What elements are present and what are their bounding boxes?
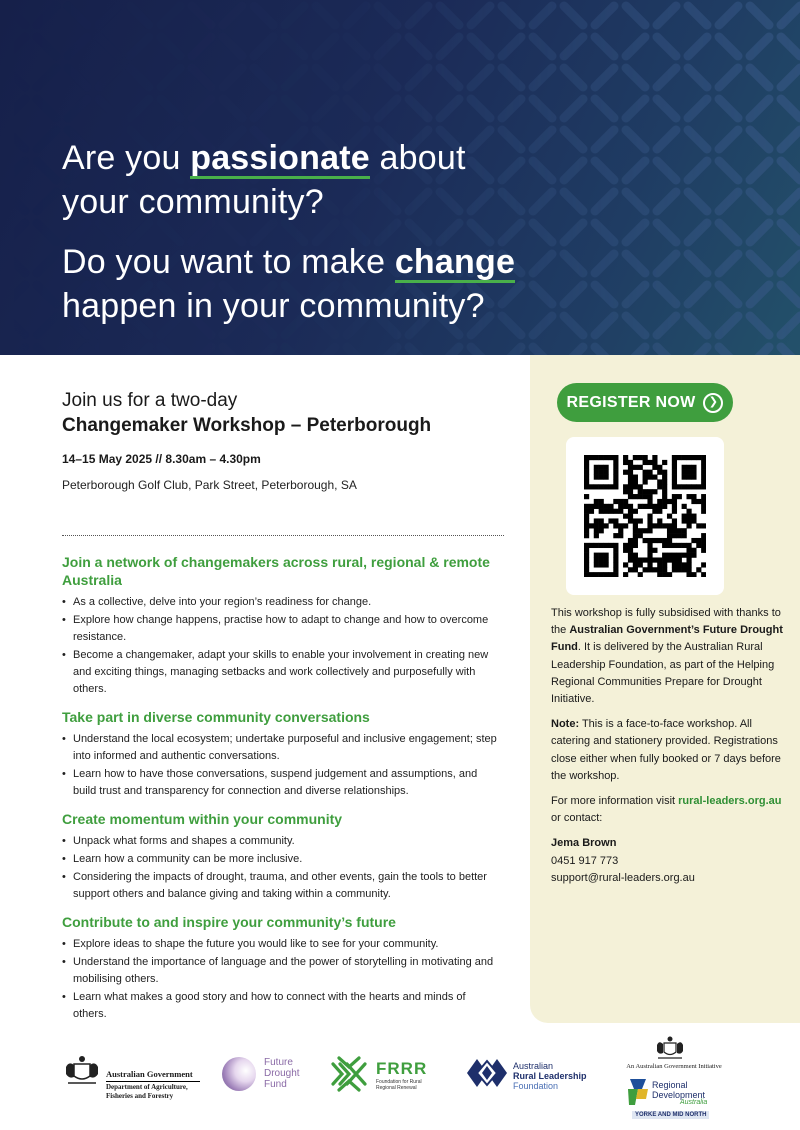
frrr-logo: FRRR Foundation for Rural Regional Renewal [330,1053,440,1093]
workshop-venue: Peterborough Golf Club, Park Street, Peterborough, SA [62,478,357,492]
section-heading: Create momentum within your community [62,811,343,827]
funding-paragraph: This workshop is fully subsidised with thanks to the Australian Government’s Future Drought Fund. It is delivered by the Australian Rural Leadership Foundation, as part of the Helping Regional Communities Prepare for Drought Initiative. [551,607,783,706]
workshop-intro [62,388,512,492]
list-item: • Understand the importance of language and the power of storytelling in motivating and mobilising others. [62,954,502,988]
rda-logo: An Australian Government Initiative Regional Development Australia YORKE AND MID NORTH [614,1035,734,1130]
highlight-passionate: passionate [190,139,370,177]
workshop-title: Changemaker Workshop – Peterborough [62,415,432,436]
section-conversations [62,708,502,800]
arlf-diamond-icon [465,1055,509,1091]
list-item: • Learn what makes a good story and how to connect with the hearts and minds of others. [62,989,502,1023]
coat-of-arms-icon [62,1053,102,1087]
section-heading: Contribute to and inspire your community’s future [62,914,396,930]
hero-question-2: Do you want to make change [62,243,516,281]
register-now-button[interactable] [557,383,733,422]
frrr-chevron-icon [330,1055,368,1093]
section-heading: Join a network of changemakers across rural, regional & remote Australia [62,554,490,588]
list-item: • Explore ideas to shape the future you would like to see for your community. [62,936,502,953]
hero-banner [0,0,800,355]
qr-code-icon [584,455,706,577]
contact-email[interactable]: support@rural-leaders.org.au [551,871,695,884]
highlight-change: change [394,243,516,281]
list-item: • Explore how change happens, practise how to adapt to change and how to overcome resistance. [62,612,502,646]
section-heading: Take part in diverse community conversations [62,709,370,725]
list-item: • Become a changemaker, adapt your skills to enable your involvement in creating new and exciting things, managing setbacks and work collectively and purposefully with others. [62,647,502,698]
info-panel [530,355,800,1023]
hero-question-1: Are you passionate about [62,139,466,177]
contact-name: Jema Brown [551,837,617,850]
info-text [551,605,783,887]
intro-line: Join us for a two-day [62,390,238,411]
hero-question-2-line-2: happen in your community? [62,287,485,325]
contact-paragraph: For more information visit rural-leaders.org.au or contact: [551,795,782,825]
workshop-sections [62,553,502,1033]
section-network [62,553,502,698]
qr-code[interactable] [566,437,724,595]
note-paragraph: Note: This is a face-to-face workshop. All catering and stationery provided. Registrations close either when fully booked or 7 days before the workshop. [551,718,781,782]
list-item: • Learn how to have those conversations, suspend judgement and assumptions, and build trust and transparency for connection and diverse relationships. [62,766,502,800]
hero-headline [62,136,515,328]
list-item: • As a collective, delve into your region’s readiness for change. [62,594,502,611]
website-link[interactable]: rural-leaders.org.au [678,795,782,808]
list-item: • Unpack what forms and shapes a community. [62,833,502,850]
list-item: • Understand the local ecosystem; undertake purposeful and inclusive engagement; step into informed and authentic conversations. [62,731,502,765]
contact-phone: 0451 917 773 [551,854,619,867]
chevron-right-icon: ❯ [703,393,723,413]
partner-logos [0,1045,800,1130]
rda-emblem-icon [626,1077,650,1107]
dotted-divider [62,535,504,536]
hero-question-1-line-2: your community? [62,183,324,221]
section-momentum [62,810,502,903]
register-label: REGISTER NOW [566,393,696,411]
arlf-logo: Australian Rural Leadership Foundation [465,1053,595,1093]
coat-of-arms-icon [654,1035,686,1061]
list-item: • Considering the impacts of drought, trauma, and other events, gain the tools to better support others and balance giving and taking within a community. [62,869,502,903]
future-drought-fund-logo: Future Drought Fund [222,1053,312,1093]
section-future [62,913,502,1023]
fdf-circle-icon [222,1057,256,1091]
list-item: • Learn how a community can be more inclusive. [62,851,502,868]
workshop-date: 14–15 May 2025 // 8.30am – 4.30pm [62,452,261,466]
australian-government-logo: Australian Government Department of Agriculture, Fisheries and Forestry [62,1053,212,1093]
